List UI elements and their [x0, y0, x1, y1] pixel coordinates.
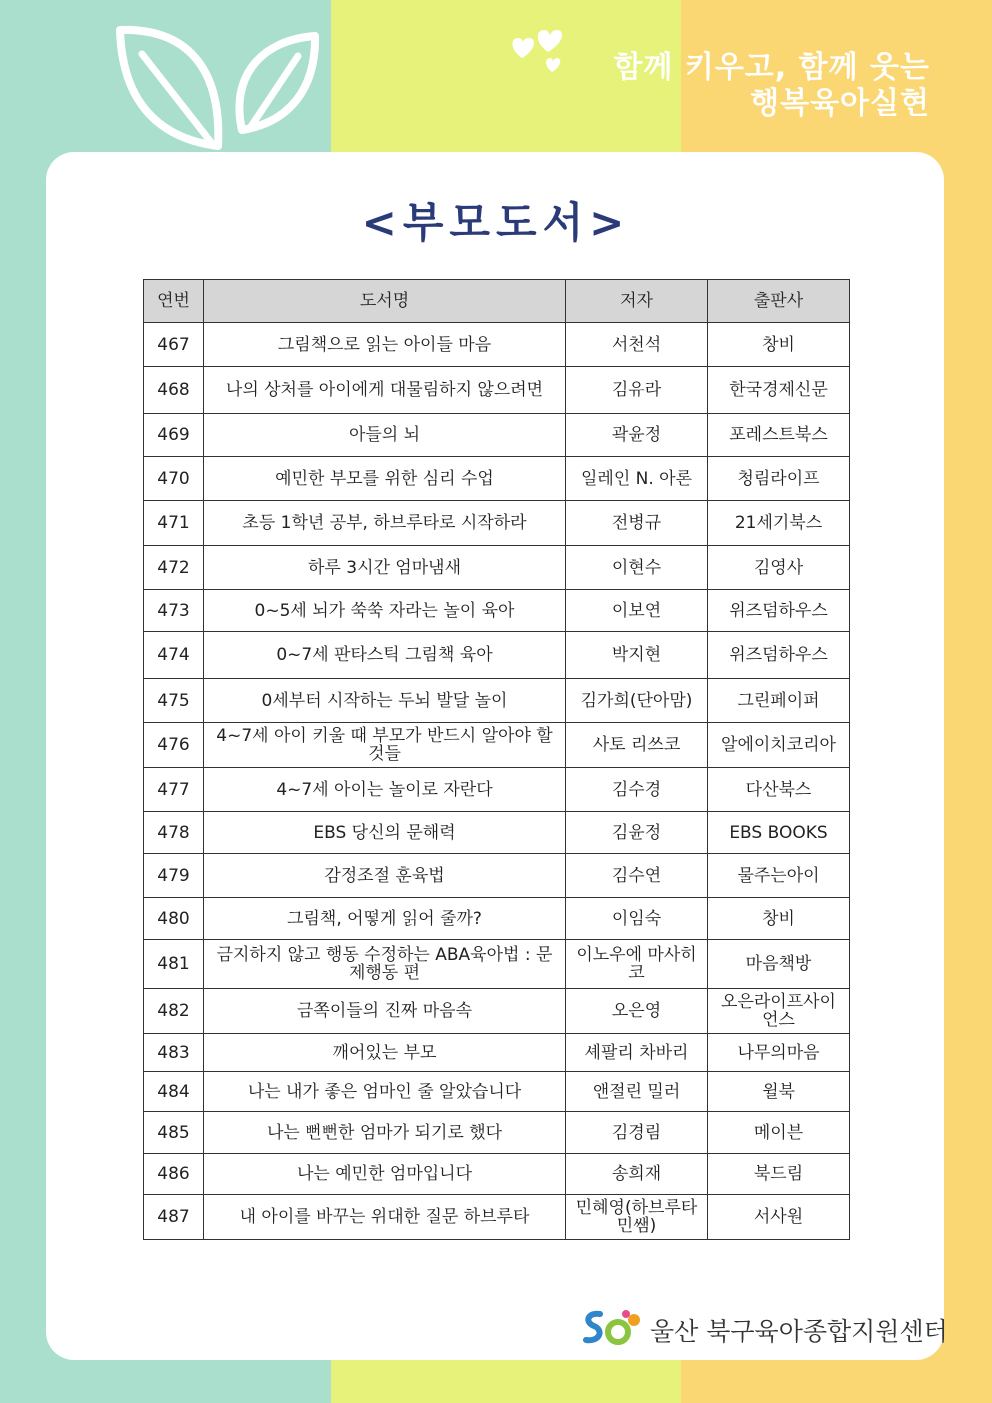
- book-author: 곽윤정: [566, 414, 708, 457]
- book-author: 이임숙: [566, 898, 708, 940]
- book-title: 나의 상처를 아이에게 대물림하지 않으려면: [204, 367, 566, 414]
- row-number: 468: [144, 367, 204, 414]
- book-title: 나는 뻔뻔한 엄마가 되기로 했다: [204, 1112, 566, 1154]
- row-number: 471: [144, 501, 204, 546]
- book-title: 예민한 부모를 위한 심리 수업: [204, 457, 566, 501]
- book-publisher: 오은라이프사이언스: [708, 989, 850, 1034]
- row-number: 472: [144, 546, 204, 590]
- book-author: 이노우에 마사히코: [566, 940, 708, 989]
- book-author: 김윤정: [566, 812, 708, 854]
- center-logo-icon: [580, 1306, 644, 1348]
- center-name: 울산 북구육아종합지원센터: [650, 1317, 948, 1346]
- book-author: 송희재: [566, 1154, 708, 1195]
- book-publisher: 21세기북스: [708, 501, 850, 546]
- table-row: [144, 898, 850, 940]
- book-publisher: 창비: [708, 898, 850, 940]
- book-author: 김수경: [566, 768, 708, 812]
- book-author: 김수연: [566, 854, 708, 898]
- book-author: 셰팔리 차바리: [566, 1034, 708, 1072]
- table-row: [144, 501, 850, 546]
- book-author: 일레인 N. 아론: [566, 457, 708, 501]
- table-row: [144, 768, 850, 812]
- table-row: [144, 1154, 850, 1195]
- table-row: [144, 1072, 850, 1112]
- book-title: 4~7세 아이는 놀이로 자란다: [204, 768, 566, 812]
- book-title: 나는 내가 좋은 엄마인 줄 알았습니다: [204, 1072, 566, 1112]
- slogan-line-2: 행복육아실현: [750, 86, 930, 121]
- row-number: 474: [144, 632, 204, 679]
- column-header-title: 도서명: [204, 280, 566, 323]
- row-number: 475: [144, 679, 204, 723]
- book-publisher: 윌북: [708, 1072, 850, 1112]
- row-number: 473: [144, 590, 204, 632]
- row-number: 486: [144, 1154, 204, 1195]
- book-author: 민혜영(하브루타 민쌤): [566, 1195, 708, 1240]
- book-author: 서천석: [566, 323, 708, 367]
- book-publisher: 물주는아이: [708, 854, 850, 898]
- book-publisher: 포레스트북스: [708, 414, 850, 457]
- row-number: 476: [144, 723, 204, 768]
- table-row: [144, 854, 850, 898]
- leaves-icon: [110, 18, 330, 158]
- row-number: 479: [144, 854, 204, 898]
- book-title: 그림책, 어떻게 읽어 줄까?: [204, 898, 566, 940]
- row-number: 467: [144, 323, 204, 367]
- row-number: 485: [144, 1112, 204, 1154]
- book-title: 초등 1학년 공부, 하브루타로 시작하라: [204, 501, 566, 546]
- book-publisher: EBS BOOKS: [708, 812, 850, 854]
- book-title: 감정조절 훈육법: [204, 854, 566, 898]
- book-title: 내 아이를 바꾸는 위대한 질문 하브루타: [204, 1195, 566, 1240]
- book-author: 전병규: [566, 501, 708, 546]
- book-publisher: 서사원: [708, 1195, 850, 1240]
- table-header-row: [144, 280, 850, 323]
- book-table: [143, 279, 850, 1240]
- book-title: 금지하지 않고 행동 수정하는 ABA육아법 : 문제행동 편: [204, 940, 566, 989]
- book-author: 이현수: [566, 546, 708, 590]
- row-number: 477: [144, 768, 204, 812]
- book-publisher: 김영사: [708, 546, 850, 590]
- book-publisher: 한국경제신문: [708, 367, 850, 414]
- row-number: 469: [144, 414, 204, 457]
- column-header-publisher: 출판사: [708, 280, 850, 323]
- book-publisher: 나무의마음: [708, 1034, 850, 1072]
- slogan-line-1: 함께 키우고, 함께 웃는: [613, 50, 930, 85]
- book-publisher: 알에이치코리아: [708, 723, 850, 768]
- hearts-icon: [508, 28, 574, 74]
- book-title: 금쪽이들의 진짜 마음속: [204, 989, 566, 1034]
- book-title: 나는 예민한 엄마입니다: [204, 1154, 566, 1195]
- page-title: <부모도서>: [361, 198, 631, 247]
- table-row: [144, 1034, 850, 1072]
- table-row: [144, 989, 850, 1034]
- table-row: [144, 940, 850, 989]
- row-number: 482: [144, 989, 204, 1034]
- table-row: [144, 812, 850, 854]
- table-row: [144, 323, 850, 367]
- book-author: 오은영: [566, 989, 708, 1034]
- book-title: 아들의 뇌: [204, 414, 566, 457]
- row-number: 470: [144, 457, 204, 501]
- column-header-author: 저자: [566, 280, 708, 323]
- book-author: 사토 리쓰코: [566, 723, 708, 768]
- table-row: [144, 414, 850, 457]
- book-title: 그림책으로 읽는 아이들 마음: [204, 323, 566, 367]
- row-number: 487: [144, 1195, 204, 1240]
- table-row: [144, 723, 850, 768]
- book-title: 깨어있는 부모: [204, 1034, 566, 1072]
- book-author: 김유라: [566, 367, 708, 414]
- table-row: [144, 632, 850, 679]
- book-title: 0~7세 판타스틱 그림책 육아: [204, 632, 566, 679]
- table-row: [144, 679, 850, 723]
- book-publisher: 위즈덤하우스: [708, 632, 850, 679]
- row-number: 478: [144, 812, 204, 854]
- book-author: 이보연: [566, 590, 708, 632]
- row-number: 483: [144, 1034, 204, 1072]
- book-publisher: 창비: [708, 323, 850, 367]
- book-author: 앤절린 밀러: [566, 1072, 708, 1112]
- book-title: 0세부터 시작하는 두뇌 발달 놀이: [204, 679, 566, 723]
- book-author: 김경림: [566, 1112, 708, 1154]
- book-title: 하루 3시간 엄마냄새: [204, 546, 566, 590]
- book-publisher: 메이븐: [708, 1112, 850, 1154]
- book-publisher: 위즈덤하우스: [708, 590, 850, 632]
- book-title: 0~5세 뇌가 쑥쑥 자라는 놀이 육아: [204, 590, 566, 632]
- book-title: EBS 당신의 문해력: [204, 812, 566, 854]
- book-title: 4~7세 아이 키울 때 부모가 반드시 알아야 할 것들: [204, 723, 566, 768]
- book-publisher: 청림라이프: [708, 457, 850, 501]
- slogan: [613, 50, 930, 122]
- book-author: 박지현: [566, 632, 708, 679]
- book-publisher: 북드림: [708, 1154, 850, 1195]
- book-publisher: 그린페이퍼: [708, 679, 850, 723]
- table-row: [144, 1112, 850, 1154]
- book-author: 김가희(단아맘): [566, 679, 708, 723]
- table-row: [144, 457, 850, 501]
- table-row: [144, 367, 850, 414]
- book-publisher: 다산북스: [708, 768, 850, 812]
- row-number: 484: [144, 1072, 204, 1112]
- table-row: [144, 1195, 850, 1240]
- book-publisher: 마음책방: [708, 940, 850, 989]
- table-row: [144, 546, 850, 590]
- table-row: [144, 590, 850, 632]
- row-number: 481: [144, 940, 204, 989]
- column-header-number: 연번: [144, 280, 204, 323]
- row-number: 480: [144, 898, 204, 940]
